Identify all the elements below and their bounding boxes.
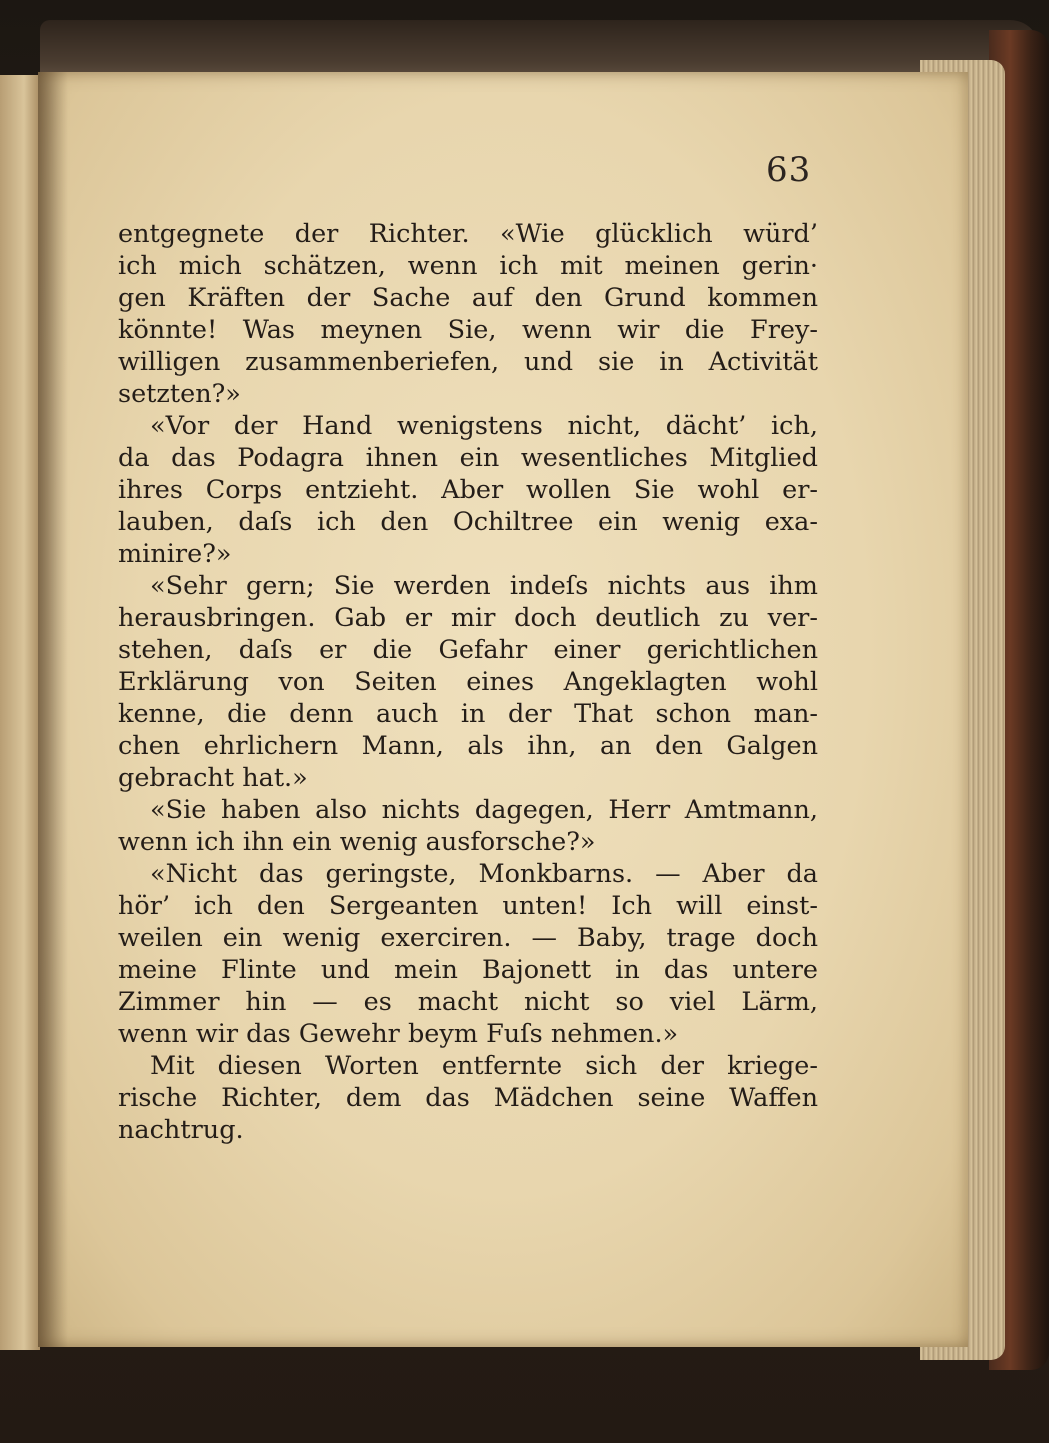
text-line: meine Flinte und mein Bajonett in das untere (118, 955, 818, 985)
text-line: willigen zusammenberiefen, und sie in Activität (118, 347, 818, 377)
gutter-shadow (38, 72, 68, 1347)
text-line: «Sehr gern; Sie werden indeſs nichts aus ihm (150, 571, 818, 601)
page-number: 63 (766, 150, 812, 190)
left-page-sliver (0, 75, 40, 1350)
text-line: gen Kräften der Sache auf den Grund kommen (118, 283, 818, 313)
text-line: ihres Corps entzieht. Aber wollen Sie wohl er- (118, 475, 818, 505)
text-line: rische Richter, dem das Mädchen seine Waffen (118, 1083, 818, 1113)
text-line: stehen, daſs er die Gefahr einer gerichtlichen (118, 635, 818, 665)
text-line: gebracht hat.» (118, 763, 308, 793)
text-line: nachtrug. (118, 1115, 244, 1145)
text-line: kenne, die denn auch in der That schon man- (118, 699, 818, 729)
text-line: hör’ ich den Sergeanten unten! Ich will einst- (118, 891, 818, 921)
text-line: entgegnete der Richter. «Wie glücklich würd’ (118, 219, 818, 249)
text-line: «Sie haben also nichts dagegen, Herr Amtmann, (150, 795, 818, 825)
text-line: «Nicht das geringste, Monkbarns. — Aber da (150, 859, 818, 889)
text-line: Mit diesen Worten entfernte sich der kriege- (150, 1051, 818, 1081)
text-line: setzten?» (118, 379, 241, 409)
text-line: herausbringen. Gab er mir doch deutlich zu ver- (118, 603, 818, 633)
text-line: weilen ein wenig exerciren. — Baby, trage doch (118, 923, 818, 953)
text-line: minire?» (118, 539, 232, 569)
text-line: lauben, daſs ich den Ochiltree ein wenig exa- (118, 507, 818, 537)
text-line: wenn ich ihn ein wenig ausforsche?» (118, 827, 596, 857)
text-line: Zimmer hin — es macht nicht so viel Lärm, (118, 987, 818, 1017)
text-line: ich mich schätzen, wenn ich mit meinen gerin· (118, 251, 818, 281)
text-line: wenn wir das Gewehr beym Fuſs nehmen.» (118, 1019, 679, 1049)
text-line: «Vor der Hand wenigstens nicht, dächt’ ich, (150, 411, 818, 441)
text-line: da das Podagra ihnen ein wesentliches Mitglied (118, 443, 818, 473)
text-line: chen ehrlichern Mann, als ihn, an den Galgen (118, 731, 818, 761)
text-line: könnte! Was meynen Sie, wenn wir die Frey- (118, 315, 818, 345)
text-line: Erklärung von Seiten eines Angeklagten wohl (118, 667, 818, 697)
